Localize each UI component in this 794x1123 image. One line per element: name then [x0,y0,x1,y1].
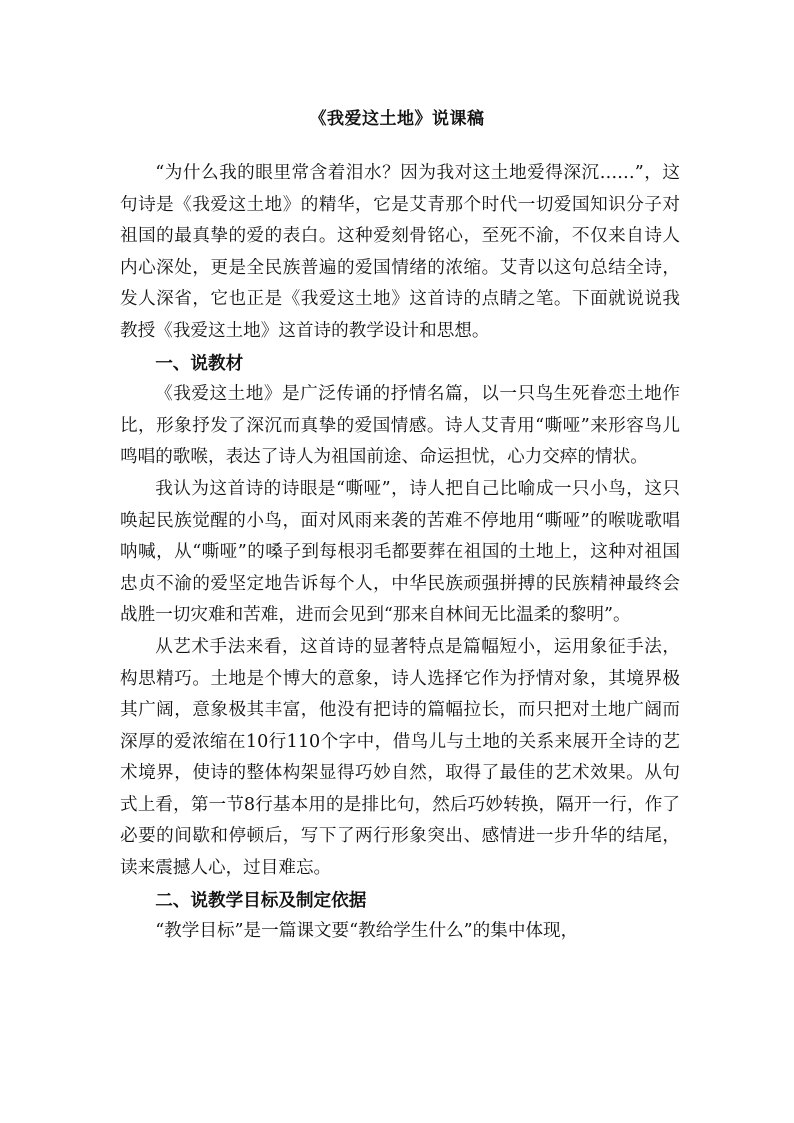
textbook-paragraph: 《我爱这土地》是广泛传诵的抒情名篇，以一只鸟生死眷恋土地作比，形象抒发了深沉而真挚的爱国情感。诗人艾青用“嘶哑”来形容鸟儿鸣唱的歌喉，表达了诗人为祖国前途、命运担忧，心力交瘁的情状。 [120,384,680,468]
objectives-paragraph: “教学目标”是一篇课文要“教给学生什么”的集中体现， [155,921,579,942]
intro-paragraph: “为什么我的眼里常含着泪水？因为我对这土地爱得深沉……”，这句诗是《我爱这土地》的精华，它是艾青那个时代一切爱国知识分子对祖国的最真挚的爱的表白。这种爱刻骨铭心，至死不渝，不仅来自诗人内心深处，更是全民族普遍的爱国情绪的浓缩。艾青以这句总结全诗，发人深省，它也正是《我爱这土地》这首诗的点睛之笔。下面就说说我教授《我爱这土地》这首诗的教学设计和思想。 [120,163,680,341]
document-body [120,158,680,948]
poem-eye-paragraph: 我认为这首诗的诗眼是“嘶哑”，诗人把自己比喻成一只小鸟，这只唤起民族觉醒的小鸟，面对风雨来袭的苦难不停地用“嘶哑”的喉咙歌唱呐喊，从“嘶哑”的嗓子到每根羽毛都要葬在祖国的土地上，这种对祖国忠贞不渝的爱坚定地告诉每个人，中华民族顽强拼搏的民族精神最终会战胜一切灾难和苦难，进而会见到“那来自林间无比温柔的黎明”。 [120,478,680,626]
page-title: 《我爱这土地》说课稿 [309,109,485,129]
section-heading-textbook: 一、说教材 [155,352,244,374]
artistic-technique-paragraph: 从艺术手法来看，这首诗的显著特点是篇幅短小，运用象征手法，构思精巧。土地是个博大的意象，诗人选择它作为抒情对象，其境界极其广阔，意象极其丰富，他没有把诗的篇幅拉长，而只把对土地广阔而深厚的爱浓缩在10行110个字中，借鸟儿与土地的关系来展开全诗的艺术境界，使诗的整体构架显得巧妙自然，取得了最佳的艺术效果。从句式上看，第一节8行基本用的是排比句，然后巧妙转换，隔开一行，作了必要的间歇和停顿后，写下了两行形象突出、感情进一步升华的结尾，读来震撼人心，过目难忘。 [120,636,680,879]
section-heading-objectives: 二、说教学目标及制定依据 [155,889,367,911]
